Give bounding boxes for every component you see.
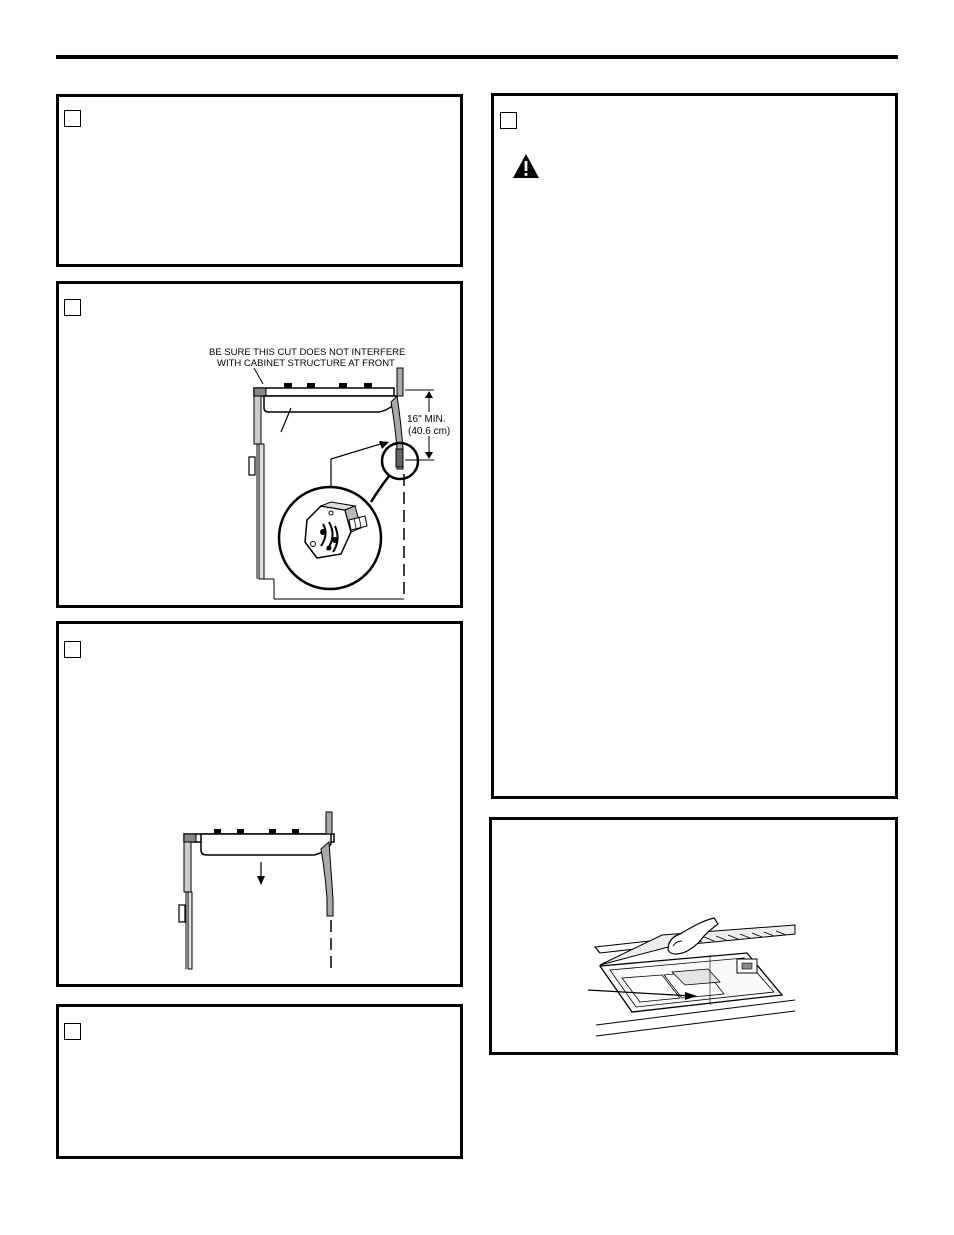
countertop-edge (184, 834, 196, 842)
cabinet-front-panel (188, 892, 192, 969)
countertop (254, 388, 394, 396)
callout-leader-top (331, 442, 387, 459)
cut-note-line2: WITH CABINET STRUCTURE AT FRONT (217, 358, 395, 369)
cabinet-front-upper (184, 842, 191, 892)
step-panel-1 (56, 94, 463, 267)
cabinet-front-upper (254, 396, 261, 444)
note-leader (254, 368, 263, 384)
top-rule (56, 55, 898, 59)
junction-box-small (396, 449, 403, 467)
cooktop-body (264, 396, 397, 412)
warning-icon (512, 153, 540, 179)
step-checkbox-1[interactable] (64, 110, 81, 127)
cooktop-install-diagram (59, 624, 460, 984)
step-panel-2 (56, 281, 463, 608)
step-panel-warning (491, 93, 898, 799)
cut-note-line1: BE SURE THIS CUT DOES NOT INTERFERE (209, 347, 406, 358)
drawer-handle (179, 905, 185, 922)
dim-text-line1: 16" MIN. (407, 414, 446, 425)
backsplash (326, 812, 332, 834)
backsplash (397, 368, 403, 396)
step-panel-4 (56, 1004, 463, 1159)
lower-direction-arrow (257, 876, 265, 885)
filter-removal-diagram (492, 820, 895, 1052)
cabinet-front-panel (259, 444, 264, 579)
dim-arrow-down (425, 452, 433, 459)
step-checkbox-5[interactable] (500, 112, 517, 129)
dim-text-line2: (40.6 cm) (408, 426, 451, 437)
detail-connector (371, 476, 389, 502)
countertop-edge (254, 388, 266, 396)
cutout-diagram (59, 284, 460, 605)
filter-panel (489, 817, 898, 1055)
back-wall (321, 842, 333, 916)
step-panel-3 (56, 621, 463, 987)
drawer-handle (249, 457, 255, 475)
counter-front-edge-lower (596, 1011, 795, 1036)
dim-arrow-up (425, 391, 433, 398)
step-checkbox-4[interactable] (64, 1023, 81, 1040)
cooktop-body (201, 834, 331, 855)
